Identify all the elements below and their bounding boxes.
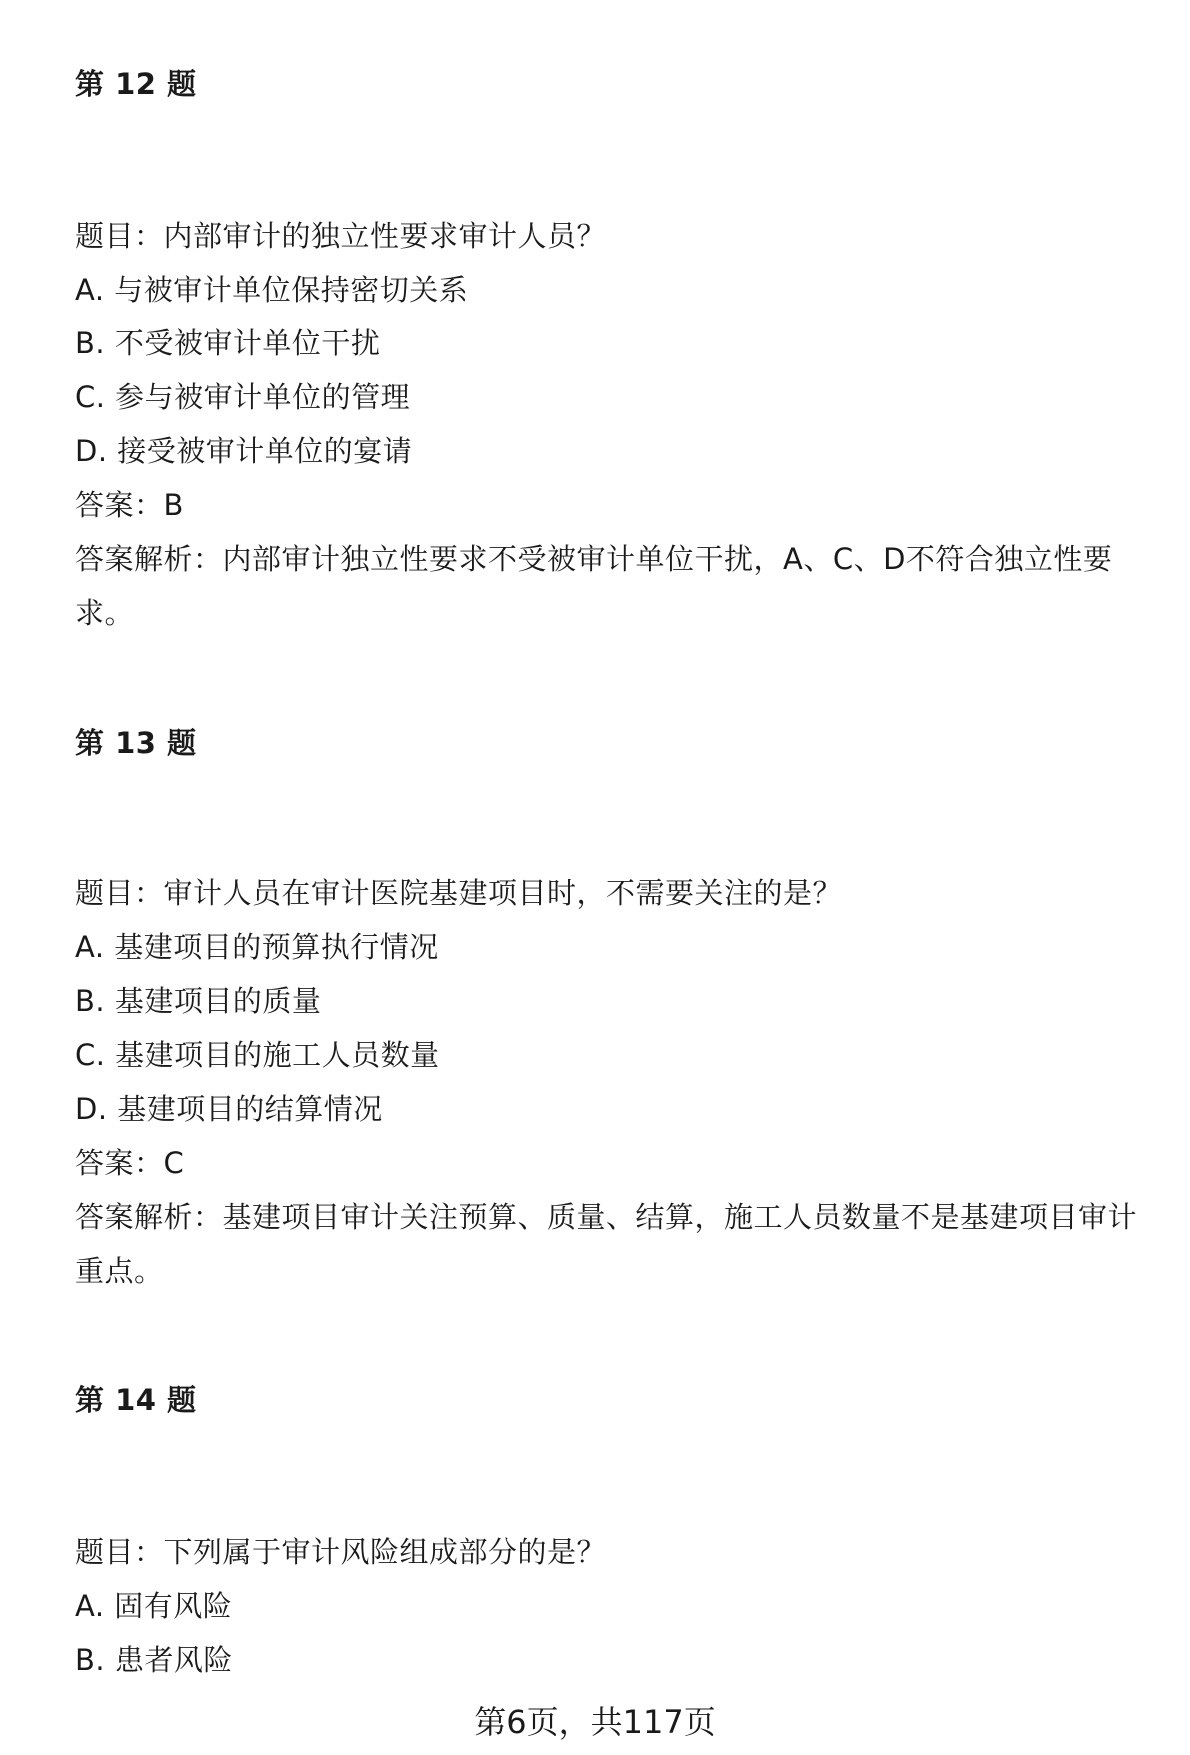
- option-d: D. 基建项目的结算情况: [75, 1092, 383, 1126]
- option-a: A. 与被审计单位保持密切关系: [75, 273, 469, 307]
- option-b: B. 基建项目的质量: [75, 984, 322, 1018]
- question-stem: 题目：下列属于审计风险组成部分的是？: [75, 1535, 607, 1569]
- answer-analysis-continued: 求。: [75, 596, 135, 630]
- question-heading: 第 13 题: [75, 726, 197, 760]
- option-c: C. 基建项目的施工人员数量: [75, 1038, 440, 1072]
- page-number-footer: 第6页，共117页: [474, 1703, 716, 1741]
- answer-analysis: 答案解析：内部审计独立性要求不受被审计单位干扰，A、C、D不符合独立性要: [75, 542, 1113, 576]
- option-a: A. 固有风险: [75, 1589, 233, 1623]
- answer: 答案：B: [75, 488, 184, 522]
- question-heading: 第 12 题: [75, 67, 197, 101]
- option-c: C. 参与被审计单位的管理: [75, 380, 411, 414]
- answer-analysis: 答案解析：基建项目审计关注预算、质量、结算，施工人员数量不是基建项目审计: [75, 1200, 1138, 1234]
- answer: 答案：C: [75, 1146, 185, 1180]
- question-heading: 第 14 题: [75, 1383, 197, 1417]
- option-a: A. 基建项目的预算执行情况: [75, 930, 439, 964]
- answer-analysis-continued: 重点。: [75, 1254, 164, 1288]
- option-b: B. 患者风险: [75, 1643, 233, 1677]
- option-b: B. 不受被审计单位干扰: [75, 326, 381, 360]
- question-stem: 题目：审计人员在审计医院基建项目时，不需要关注的是？: [75, 876, 843, 910]
- question-stem: 题目：内部审计的独立性要求审计人员？: [75, 219, 607, 253]
- option-d: D. 接受被审计单位的宴请: [75, 434, 413, 468]
